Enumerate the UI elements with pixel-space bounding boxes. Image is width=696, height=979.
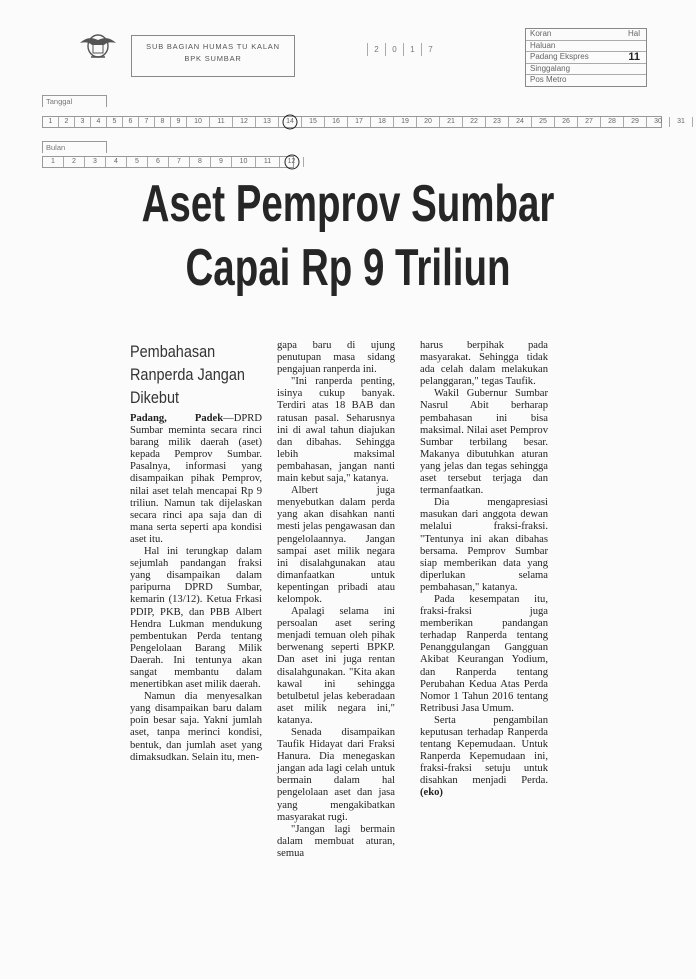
month-cell: 7 (169, 157, 190, 167)
bulan-label: Bulan (42, 141, 107, 153)
day-cell: 11 (210, 117, 233, 127)
day-cell: 15 (302, 117, 325, 127)
year-digit: 2 (367, 43, 385, 56)
month-cell: 8 (190, 157, 211, 167)
month-cell: 3 (85, 157, 106, 167)
year-digit: 7 (421, 43, 439, 56)
day-cell: 3 (75, 117, 91, 127)
agency-box (131, 35, 295, 77)
tanggal-label: Tanggal (42, 95, 107, 107)
paragraph (420, 715, 548, 800)
day-cell: 21 (440, 117, 463, 127)
day-cell: 2 (59, 117, 75, 127)
paragraph-text: —DPRD Sumbar meminta secara rinci barang milik daerah (aset) kepada Pemprov Sumbar. Pasalnya, informasi yang disampaikan pihak Pemprov, nilai aset telah mencapai Rp 9 triliun. Namun tak dijelaskan secara rinci apa saja dan di mana serta seperti apa kondisi aset itu. (130, 413, 262, 545)
month-cell: 4 (106, 157, 127, 167)
paragraph (130, 413, 262, 546)
article-column-3 (420, 340, 548, 800)
subheading-line: Pembahasan (130, 342, 216, 361)
paragraph: Namun dia menyesalkan yang disampaikan baru dalam poin besar saja. Yakni jumlah aset, tanpa merinci kondisi, bentuk, dan jumlah aset yang dimaksudkan. Selain itu, men- (130, 691, 262, 763)
byline: Padang, Padek (130, 413, 224, 424)
day-cell: 30 (647, 117, 670, 127)
day-cell: 1 (43, 117, 59, 127)
day-cell: 10 (187, 117, 210, 127)
month-cell: 5 (127, 157, 148, 167)
day-cell: 6 (123, 117, 139, 127)
subheading-line: Dikebut (130, 388, 179, 407)
headline-line-2: Capai Rp 9 Triliun (185, 239, 511, 297)
year-digit: 0 (385, 43, 403, 56)
selected-circle-mark (283, 115, 298, 130)
day-cell: 8 (155, 117, 171, 127)
paragraph: harus berpihak pada masyarakat. Sehingga tidak ada celah dalam melakukan pelanggaran," tegas Taufik. (420, 340, 548, 388)
newspaper-row (526, 52, 646, 64)
day-cell: 7 (139, 117, 155, 127)
page-label: Hal (627, 29, 640, 38)
day-cell: 31 (670, 117, 693, 127)
day-cell: 12 (233, 117, 256, 127)
bulan-strip (42, 156, 294, 168)
day-cell: 18 (371, 117, 394, 127)
tanggal-strip (42, 116, 685, 128)
month-cell: 11 (256, 157, 280, 167)
newspaper-row (526, 75, 646, 86)
agency-line-1: SUB BAGIAN HUMAS TU KALAN (146, 42, 280, 51)
day-cell: 24 (509, 117, 532, 127)
newspaper-label: Haluan (530, 40, 556, 50)
paragraph: Hal ini terungkap dalam sejumlah pandangan fraksi yang disampaikan dalam paripurna DPRD Sumbar, kemarin (13/12). Ketua Frkasi PDIP, PKB, dan PBB Albert Hendra Lukman mendukung pembentukan Perda tentang Pengelolaan Barang Milik Daerah. Ini tentunya akan sangat membantu dalam menertibkan aset milik daerah. (130, 546, 262, 691)
month-cell: 6 (148, 157, 169, 167)
newspaper-label: Pos Metro (530, 75, 567, 84)
day-cell: 28 (601, 117, 624, 127)
paragraph-text: Serta pengambilan keputusan terhadap Ranperda tentang Kepemudaan. Untuk Ranperda Kepemudaan ini, fraksi-fraksi setuju untuk disahkan menjadi Perda. (420, 714, 548, 787)
day-cell: 29 (624, 117, 647, 127)
paragraph: gapa baru di ujung penutupan masa sidang pengajuan ranperda ini. (277, 340, 395, 376)
month-cell: 12 (280, 157, 304, 167)
subheading-line: Ranperda Jangan (130, 365, 245, 384)
day-cell: 19 (394, 117, 417, 127)
paragraph: Albert juga menyebutkan dalam perda yang akan disahkan nanti mesti jelas pengawasan dan pengelolaannya. Jangan sampai aset milik negara ini disalahgunakan atau dimanfaatkan untuk kepentingan pribadi atau kelompok. (277, 485, 395, 605)
paragraph: Wakil Gubernur Sumbar Nasrul Abit berharap pembahasan ini bisa maksimal. Nilai aset Pemprov Sumbar terbilang besar. Makanya dibutuhkan aturan yang jelas dan tegas sehingga aset tersebut terjaga dan termanfaatkan. (420, 388, 548, 497)
day-cell: 22 (463, 117, 486, 127)
article-column-2 (277, 340, 395, 860)
day-cell: 14 (279, 117, 302, 127)
day-cell: 16 (325, 117, 348, 127)
day-cell: 26 (555, 117, 578, 127)
newspaper-label: Koran (530, 29, 552, 38)
day-cell: 27 (578, 117, 601, 127)
selected-circle-mark (284, 155, 299, 170)
month-cell: 2 (64, 157, 85, 167)
agency-line-2: BPK SUMBAR (184, 54, 242, 63)
day-cell: 20 (417, 117, 440, 127)
paragraph: Senada disampaikan Taufik Hidayat dari Fraksi Hanura. Dia menegaskan jangan ada lagi celah untuk bermain dalam hal pengelolaan aset dan jasa yang mengakibatkan masyarakat rugi. (277, 727, 395, 823)
page-number: 11 (628, 51, 640, 63)
month-cell: 9 (211, 157, 232, 167)
day-cell: 23 (486, 117, 509, 127)
newspaper-row (526, 29, 646, 41)
year-digit: 1 (403, 43, 421, 56)
bpk-logo-icon (78, 31, 118, 61)
paragraph: Pada kesempatan itu, fraksi-fraksi juga memberikan pandangan terhadap Ranperda tentang Penanggulangan Gangguan Akibat Keurangan Yodium, dan Ranperda tentang Perubahan Kedua Atas Perda Nomor 1 Tahun 2016 tentang Retribusi Jasa Umum. (420, 593, 548, 714)
article-column-1 (130, 340, 262, 764)
day-cell: 9 (171, 117, 187, 127)
paragraph: Apalagi selama ini persoalan aset sering menjadi temuan oleh pihak berwenang seperti BPKP. Dan aset ini juga rentan disalahgunakan. "Kita akan kawal ini sehingga betulbetul jelas keberadaan aset milik negara ini," katanya. (277, 606, 395, 726)
paragraph: Dia mengapresiasi masukan dari anggota dewan melalui fraksi-fraksi. "Tentunya ini akan dibahas bersama. Pemprov Sumbar siap memberikan data yang diperlukan selama pembahasan," katanya. (420, 497, 548, 593)
day-cell: 17 (348, 117, 371, 127)
newspaper-label: Padang Ekspres (530, 52, 589, 61)
month-cell: 10 (232, 157, 256, 167)
day-cell: 13 (256, 117, 279, 127)
newspaper-row (526, 64, 646, 76)
paragraph: "Ini ranperda penting, isinya cukup banyak. Terdiri atas 18 BAB dan ratusan pasal. Seharusnya ini di awal tahun diajukan dan dibahas. Sehingga lebih maksimal pembahasan, jangan nanti main kebut saja," katanya. (277, 376, 395, 485)
paragraph: "Jangan lagi bermain dalam membuat aturan, semua (277, 823, 395, 859)
day-cell: 25 (532, 117, 555, 127)
month-cell: 1 (43, 157, 64, 167)
newspaper-label: Singgalang (530, 63, 571, 73)
author-credit: (eko) (420, 787, 443, 799)
day-cell: 4 (91, 117, 107, 127)
year-boxes (367, 43, 439, 56)
headline-line-1: Aset Pemprov Sumbar (141, 175, 555, 233)
day-cell: 5 (107, 117, 123, 127)
newspaper-table (525, 28, 647, 87)
